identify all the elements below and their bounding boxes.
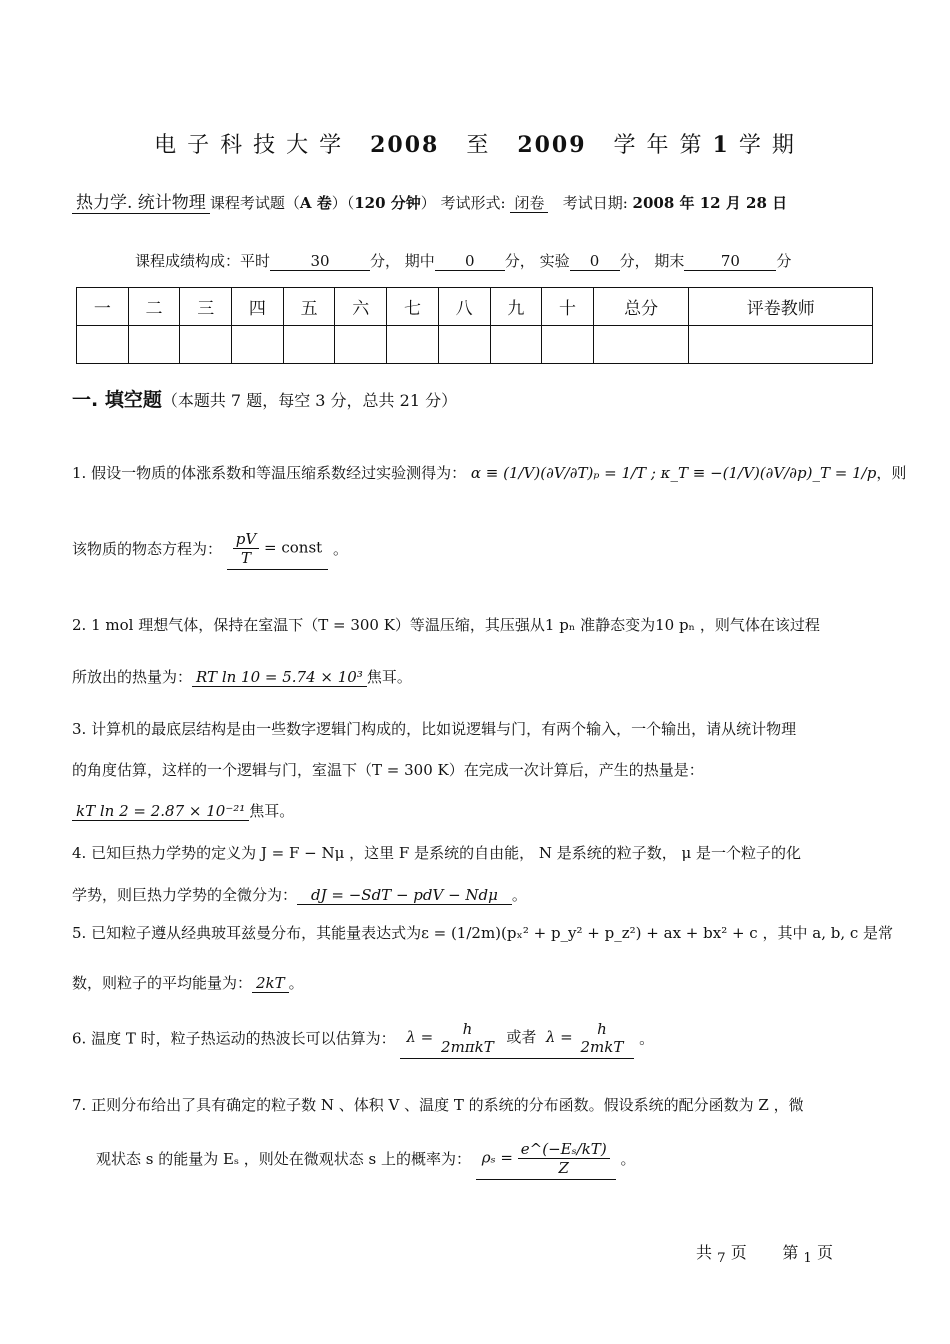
question-7: [72, 1094, 804, 1115]
q7-fraction: [518, 1140, 610, 1177]
course-line: [72, 188, 787, 213]
q7-text: 7. 正则分布给出了具有确定的粒子数 N 、体积 V 、温度 T 的系统的分布函数。假设系统的配分函数为 Z ，微: [72, 1096, 804, 1114]
section-title: 一. 填空题: [72, 389, 162, 411]
q7-numerator: e^(−Eₛ/kT): [518, 1140, 610, 1159]
question-3: [72, 718, 796, 739]
score-table-header-row: [77, 288, 873, 326]
footer-total-pages: 7: [717, 1251, 726, 1267]
score-header-cell: 四: [232, 288, 284, 326]
date-label: 考试日期:: [562, 194, 628, 212]
section-note: （本题共 7 题，每空 3 分，总共 21 分）: [161, 391, 458, 410]
footer-total-label: 共: [696, 1243, 713, 1262]
score-header-cell: 三: [180, 288, 232, 326]
question-4: [72, 842, 801, 863]
footer-total-unit: 页: [730, 1243, 747, 1262]
q3-text: 3. 计算机的最底层结构是由一些数字逻辑门构成的，比如说逻辑与门，有两个输入，一个输出，请从统计物理: [72, 720, 797, 738]
q6-b-denominator: 2mkT: [580, 1038, 624, 1056]
q2-answer: RT ln 10 = 5.74 × 10³: [192, 668, 367, 687]
grade-regular: 30: [270, 252, 370, 271]
q6-b-fraction: [578, 1020, 627, 1056]
grade-final-label: 分， 期末: [619, 252, 685, 270]
q4-text: 4. 已知巨热力学势的定义为 J = F − Nμ ，这里 F 是系统的自由能， N 是系统的粒子数， μ 是一个粒子的化: [72, 844, 802, 862]
score-header-cell: 六: [335, 288, 387, 326]
q6-text: 6. 温度 T 时，粒子热运动的热波长可以估算为：: [72, 1029, 396, 1048]
q7-end: 。: [620, 1150, 636, 1168]
q1-answer-denominator: T: [241, 549, 252, 567]
score-header-cell: 五: [283, 288, 335, 326]
q1-answer-rest: = const: [264, 538, 323, 557]
question-6: [72, 1020, 654, 1059]
q5-answer: 2kT: [252, 974, 289, 993]
q4-answer: dJ = −SdT − pdV − Ndμ: [297, 886, 512, 905]
question-3-line2: [72, 759, 704, 780]
question-1: [72, 462, 906, 483]
score-header-cell: 一: [77, 288, 129, 326]
paper-type: A 卷: [299, 194, 332, 212]
q2-text: 2. 1 mol 理想气体，保持在室温下（T = 300 K）等温压缩，其压强从1 pₙ 准静态变为10 pₙ ，则气体在该过程: [72, 616, 820, 634]
score-header-cell: 七: [387, 288, 439, 326]
score-cell[interactable]: [490, 326, 542, 364]
q6-b-numerator: h: [597, 1020, 607, 1038]
grade-final: 70: [684, 252, 776, 271]
q3-line2: 的角度估算，这样的一个逻辑与门，室温下（T = 300 K）在完成一次计算后，产生的热量是：: [72, 761, 704, 779]
year-start: 2008: [370, 132, 440, 158]
score-header-cell: 二: [128, 288, 180, 326]
q3-unit: 焦耳。: [249, 802, 295, 820]
grade-composition: [135, 250, 791, 271]
question-4-answer-line: [72, 884, 527, 905]
q7-answer: [476, 1140, 616, 1180]
score-cell[interactable]: [128, 326, 180, 364]
q5-line2: 数，则粒子的平均能量为：: [72, 974, 253, 992]
q6-or: 或者: [506, 1028, 537, 1046]
term-label-a: 学 年 第: [613, 133, 704, 158]
exam-text-3: ） 考试形式:: [420, 194, 506, 212]
score-cell[interactable]: [689, 326, 873, 364]
q6-answer: [400, 1020, 634, 1059]
exam-duration: 120 分钟: [354, 194, 421, 212]
score-header-cell: 总分: [593, 288, 689, 326]
q5-end: 。: [288, 974, 304, 992]
exam-text: 课程考试题（: [209, 194, 300, 212]
score-table-value-row: [77, 326, 873, 364]
score-cell[interactable]: [180, 326, 232, 364]
grade-lab-label: 分， 实验: [504, 252, 570, 270]
question-3-answer-line: [72, 800, 294, 821]
score-cell[interactable]: [542, 326, 594, 364]
question-2: [72, 614, 820, 635]
year-end: 2009: [517, 132, 587, 158]
q4-line2: 学势，则巨热力学势的全微分为：: [72, 886, 298, 904]
title-to: 至: [466, 133, 491, 158]
score-cell[interactable]: [77, 326, 129, 364]
q1-formula: α ≡ (1/V)(∂V/∂T)ₚ = 1/T ; κ_T ≡ −(1/V)(∂V/∂p)_T = 1/p: [470, 464, 877, 482]
grade-label: 课程成绩构成：平时: [135, 252, 271, 270]
page-footer: [696, 1240, 833, 1266]
q7-denominator: Z: [558, 1159, 569, 1177]
q7-line2: 观状态 s 的能量为 Eₛ ，则处在微观状态 s 上的概率为：: [96, 1150, 472, 1168]
q3-answer: kT ln 2 = 2.87 × 10⁻²¹: [72, 802, 249, 821]
q6-end: 。: [639, 1029, 655, 1048]
exam-date: 2008 年 12 月 28 日: [632, 194, 788, 212]
q1-tail: ，则: [876, 464, 907, 482]
score-cell[interactable]: [232, 326, 284, 364]
score-cell[interactable]: [335, 326, 387, 364]
score-header-cell: 八: [438, 288, 490, 326]
footer-page-label: 第: [782, 1243, 799, 1262]
q2-line2: 所放出的热量为：: [72, 668, 193, 686]
score-table: [76, 287, 873, 364]
q7-left: ρₛ =: [481, 1148, 514, 1167]
q1-line2: 该物质的物态方程为：: [72, 540, 223, 558]
score-cell[interactable]: [387, 326, 439, 364]
footer-page-number: 1: [803, 1251, 812, 1267]
question-7-answer-line: [96, 1140, 635, 1180]
course-name: 热力学. 统计物理: [72, 193, 210, 214]
q1-answer: [227, 530, 328, 570]
university-name: 电 子 科 技 大 学: [154, 133, 344, 158]
grade-mid-label: 分， 期中: [370, 252, 435, 270]
q1-answer-fraction: [233, 530, 259, 567]
exam-title: [0, 128, 950, 159]
q6-a-left: λ =: [406, 1028, 434, 1046]
q1-answer-numerator: pV: [233, 530, 259, 549]
score-cell[interactable]: [593, 326, 689, 364]
q1-text: 1. 假设一物质的体涨系数和等温压缩系数经过实验测得为：: [72, 464, 467, 482]
section-heading: [72, 385, 457, 412]
q6-a-numerator: h: [462, 1020, 473, 1038]
term-label-b: 学 期: [738, 133, 796, 158]
footer-page-unit: 页: [817, 1243, 834, 1262]
question-5-answer-line: [72, 972, 304, 993]
term-number: 1: [712, 132, 730, 158]
q1-end: 。: [332, 540, 348, 558]
score-header-cell: 评卷教师: [689, 288, 873, 326]
question-5: [72, 922, 893, 943]
exam-form: 闭卷: [510, 194, 548, 213]
exam-text-2: ）（: [331, 194, 355, 212]
q6-a-denominator: 2mπkT: [441, 1038, 494, 1056]
q6-b-left: λ =: [545, 1028, 573, 1046]
grade-midterm: 0: [435, 252, 505, 271]
question-1-answer-line: [72, 530, 348, 570]
question-2-answer-line: [72, 666, 412, 687]
score-cell[interactable]: [283, 326, 335, 364]
q6-a-fraction: [438, 1020, 497, 1056]
q2-unit: 焦耳。: [366, 668, 412, 686]
score-cell[interactable]: [438, 326, 490, 364]
score-header-cell: 十: [542, 288, 594, 326]
grade-lab: 0: [570, 252, 620, 271]
q4-end: 。: [511, 886, 527, 904]
q5-text: 5. 已知粒子遵从经典玻耳兹曼分布，其能量表达式为ε = (1/2m)(pₓ² + p_y² + p_z²) + ax + bx² + c ，其中 a, b, c 是常: [72, 924, 894, 942]
grade-unit: 分: [776, 252, 792, 270]
score-header-cell: 九: [490, 288, 542, 326]
